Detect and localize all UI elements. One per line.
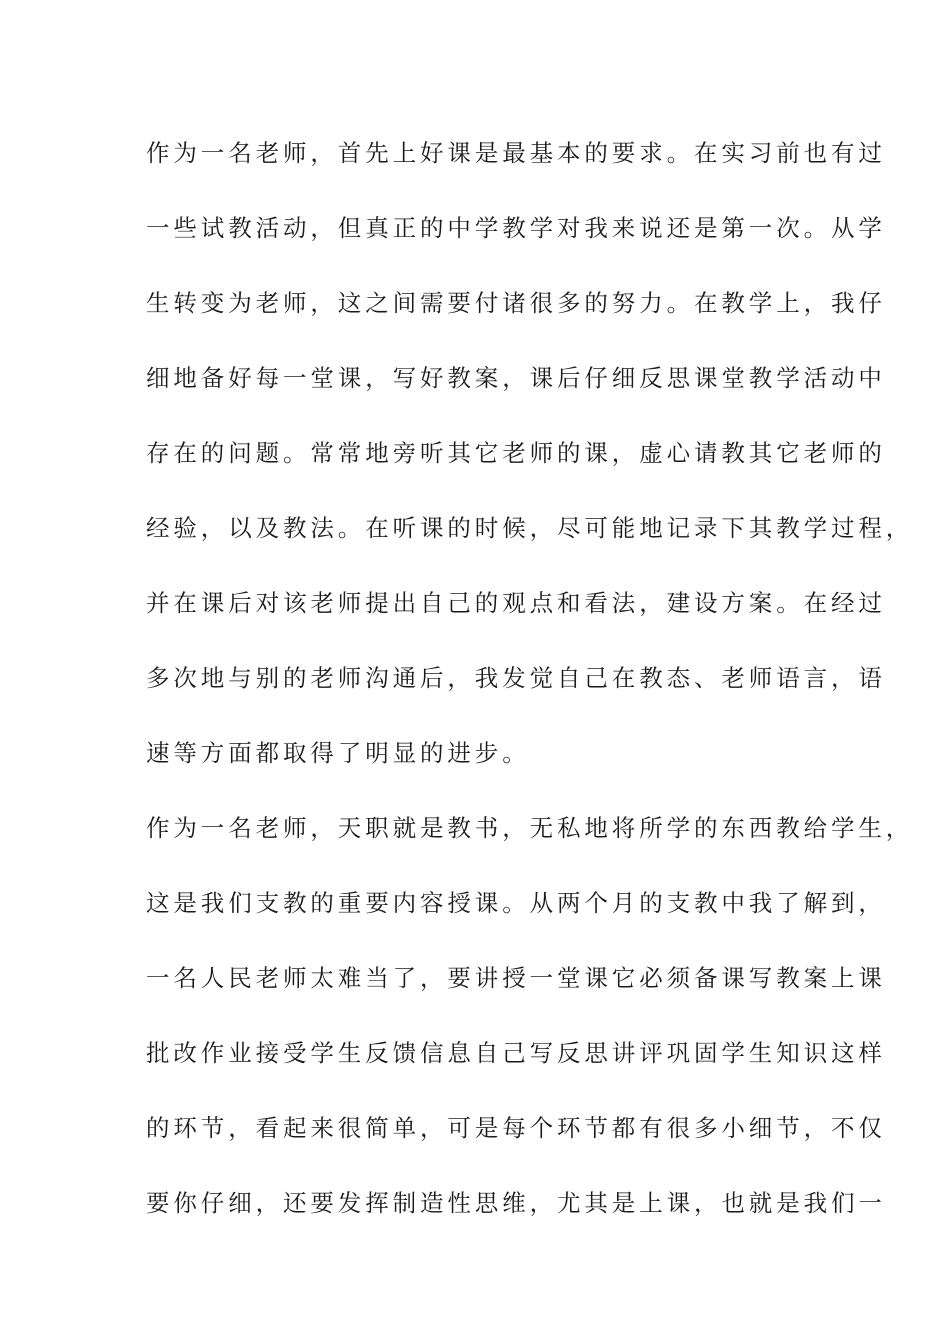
text-line-11: 这是我们支教的重要内容授课。从两个月的支教中我了解到，: [146, 889, 886, 917]
body-text: [146, 133, 914, 1258]
text-line-3: 生转变为老师，这之间需要付诸很多的努力。在教学上，我仔: [146, 289, 886, 317]
text-line-7: 并在课后对该老师提出自己的观点和看法，建设方案。在经过: [146, 589, 886, 617]
text-line-8: 多次地与别的老师沟通后，我发觉自己在教态、老师语言，语: [146, 664, 886, 692]
text-line-1: 作为一名老师，首先上好课是最基本的要求。在实习前也有过: [146, 139, 886, 167]
text-line-14: 的环节，看起来很简单，可是每个环节都有很多小细节，不仅: [146, 1114, 886, 1142]
text-line-2: 一些试教活动，但真正的中学教学对我来说还是第一次。从学: [146, 214, 886, 242]
text-line-15: 要你仔细，还要发挥制造性思维，尤其是上课，也就是我们一: [146, 1189, 886, 1217]
text-line-12: 一名人民老师太难当了，要讲授一堂课它必须备课写教案上课: [146, 964, 886, 992]
text-line-4: 细地备好每一堂课，写好教案，课后仔细反思课堂教学活动中: [146, 364, 886, 392]
text-line-5: 存在的问题。常常地旁听其它老师的课，虚心请教其它老师的: [146, 439, 886, 467]
text-line-6: 经验，以及教法。在听课的时候，尽可能地记录下其教学过程，: [146, 514, 914, 542]
text-line-9: 速等方面都取得了明显的进步。: [146, 739, 530, 767]
text-line-10: 作为一名老师，天职就是教书，无私地将所学的东西教给学生，: [146, 814, 914, 842]
text-line-13: 批改作业接受学生反馈信息自己写反思讲评巩固学生知识这样: [146, 1039, 886, 1067]
